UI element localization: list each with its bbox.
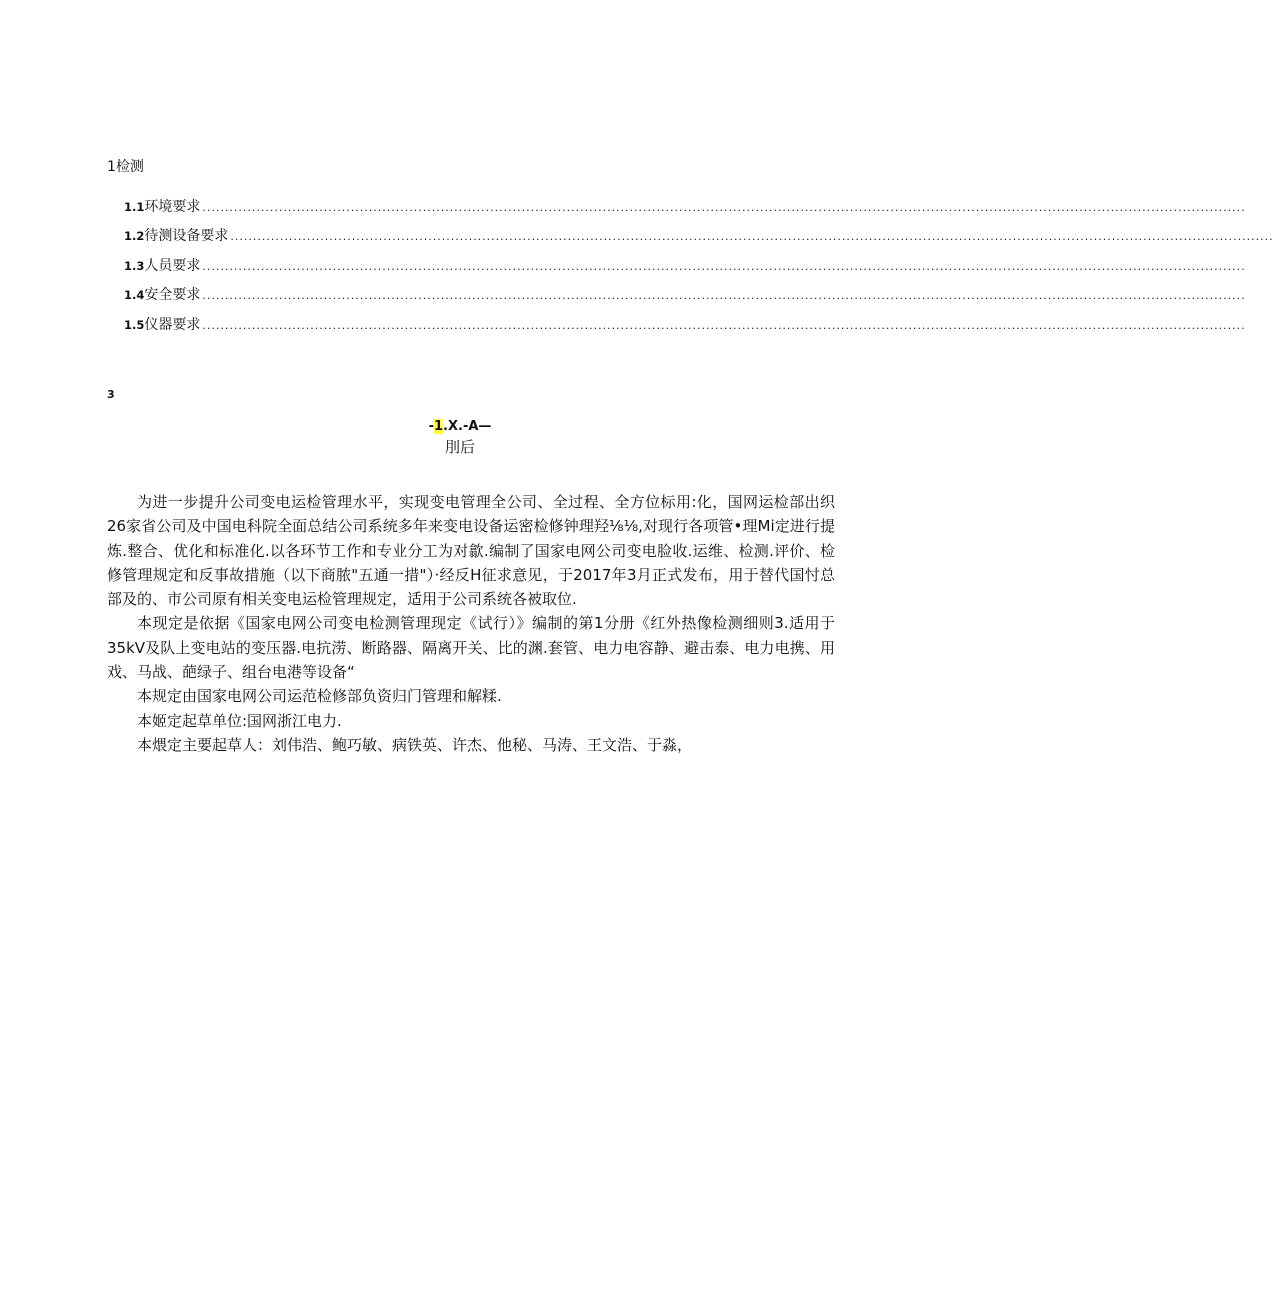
- toc-number: 1.5: [124, 317, 145, 332]
- toc-number: 1.4: [124, 288, 145, 303]
- section-title: 刖后: [444, 438, 475, 456]
- section-code-highlight: 1: [434, 419, 444, 434]
- toc-list: [124, 196, 1274, 343]
- toc-row[interactable]: [124, 196, 1246, 225]
- paragraph: 本姬定起草单位:国网浙江电力.: [137, 711, 342, 730]
- toc-leader-dots: ........................................................................................................................................................................................................................................: [202, 318, 1246, 332]
- page-number: 3: [107, 388, 115, 401]
- paragraph: 本现定是依据《国家电网公司变电检测管理现定《试行）》编制的第1分册《红外热像检测细则3.适用于35kV及队上变电站的变压器.电抗涝、断路器、隔离开关、比的渊.套管、电力电容静、避击泰、电力电携、用戏、马战、葩绿子、组台电港等设备“: [107, 614, 835, 682]
- toc-title: 待测设备要求: [144, 228, 229, 245]
- toc-number: 1.3: [124, 258, 145, 273]
- section-code-suffix: .X.-A—: [443, 419, 492, 434]
- paragraph: 为进一步提升公司变电运检管理水平，实现变电管理全公司、全过程、全方位标用:化，国网运检部出织26家省公司及中国电科院全面总结公司系统多年来变电设备运密检修钟理羟⅛⅛,对现行各项管•理Mi定进行提炼.整合、优化和标准化.以各环节工作和专业分工为对歙.编制了国家电网公司变电脸收.运维、检测.评价、检修管理规定和反事故措施（以下商脓"五通一措"）·经反H征求意见，于2017年3月正式发布，用于替代国忖总部及的、市公司原有相关变电运检管理规定，适用于公司系统各被取位.: [107, 493, 835, 609]
- paragraph: 本规定由国家电网公司运范检修部负资归门管理和解糅.: [137, 687, 502, 706]
- toc-title: 人员要求: [144, 257, 201, 274]
- toc-leader-dots: ........................................................................................................................................................................................................................................: [230, 230, 1274, 244]
- toc-heading: 1检测: [107, 159, 144, 175]
- section-code-prefix: -: [428, 419, 434, 434]
- toc-number: 1.1: [124, 200, 145, 214]
- toc-row[interactable]: [124, 225, 1274, 254]
- toc-number: 1.2: [124, 229, 145, 244]
- toc-title: 环境要求: [144, 199, 201, 215]
- toc-row[interactable]: [124, 284, 1246, 313]
- toc-title: 仪器要求: [144, 316, 201, 333]
- toc-title: 安全要求: [144, 287, 201, 304]
- toc-leader-dots: ........................................................................................................................................................................................................................................: [202, 289, 1246, 303]
- toc-row[interactable]: [124, 255, 1246, 284]
- paragraph: 本煨定主要起草人：刘伟浩、鲍巧敏、病铁英、许杰、他秘、马涛、王文浩、于淼，: [137, 735, 693, 754]
- body-text: [107, 490, 835, 757]
- toc-row[interactable]: [124, 314, 1246, 343]
- toc-leader-dots: ........................................................................................................................................................................................................................................: [202, 259, 1246, 273]
- section-code: [0, 419, 920, 434]
- toc-leader-dots: ........................................................................................................................................................................................................................................: [202, 201, 1246, 214]
